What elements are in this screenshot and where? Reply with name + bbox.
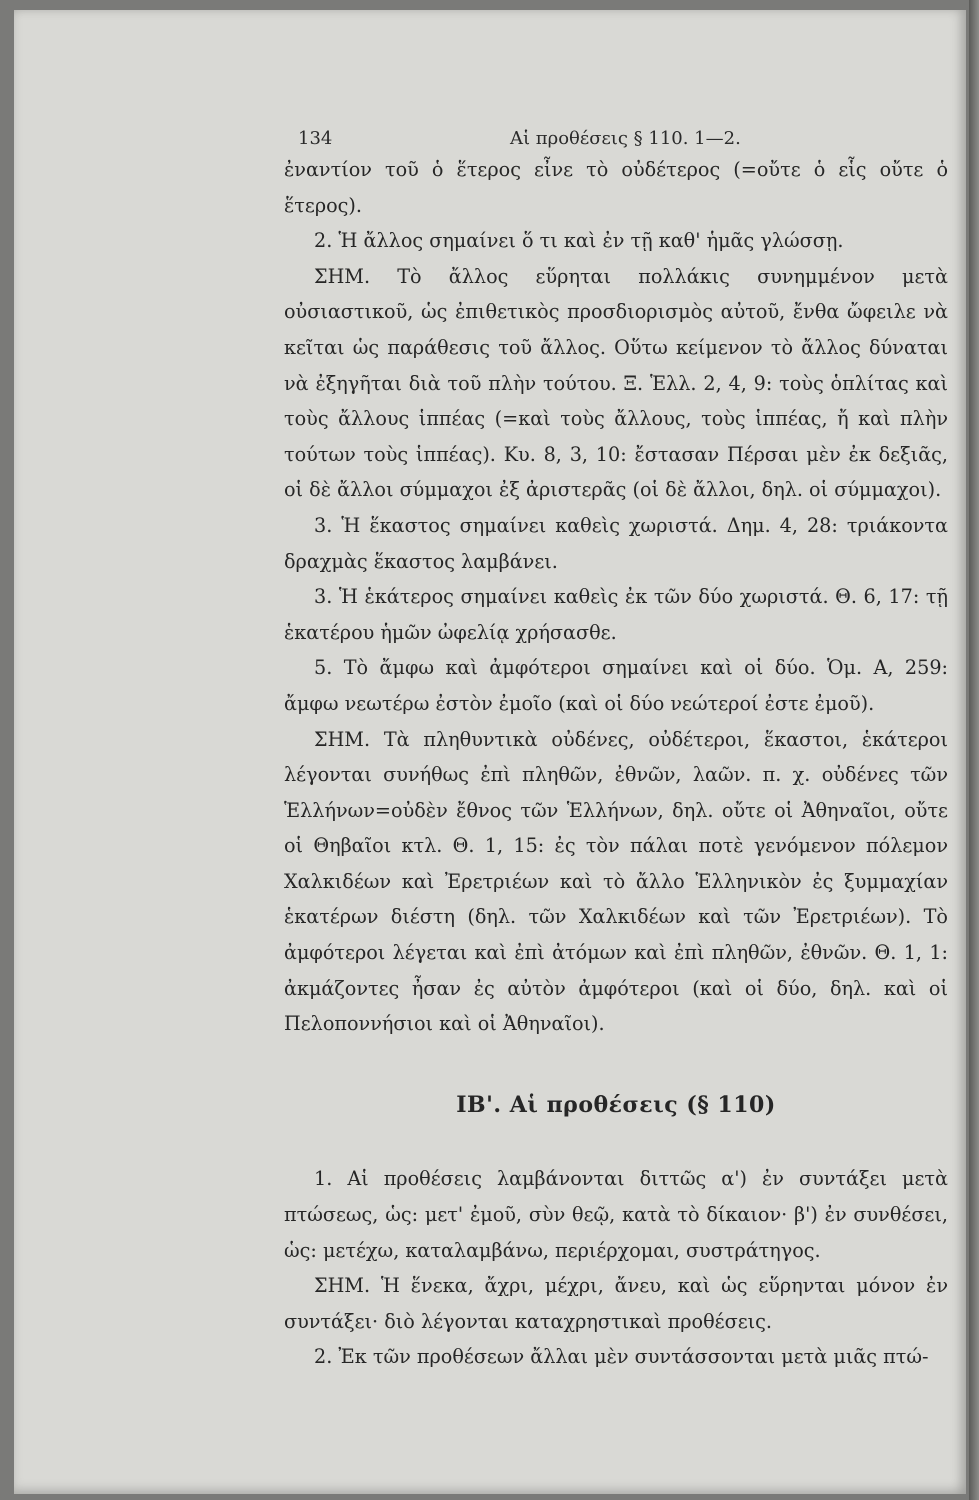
paragraph-note-improper: ΣΗΜ. Ἡ ἕνεκα, ἄχρι, μέχρι, ἄνευ, καὶ ὡς εὕρηνται μόνον ἐν συντάξει· διὸ λέγονται καταχρηστικαὶ προθέσεις.: [284, 1274, 948, 1333]
paragraph-prepositions-1: 1. Αἱ προθέσεις λαμβάνονται διττῶς α') ἐν συντάξει μετὰ πτώσεως, ὡς: μετ' ἐμοῦ, σὺν θεῷ, κατὰ τὸ δίκαιον· β') ἐν συνθέσει, ὡς: μετέχω, καταλαμβάνω, περιέρχομαι, συστράτηγος.: [284, 1167, 948, 1262]
paragraph-ekateros: 3. Ἡ ἑκάτερος σημαίνει καθεὶς ἐκ τῶν δύο χωριστά. Θ. 6, 17: τῇ ἑκατέρου ἡμῶν ὠφελίᾳ χρήσασθε.: [284, 585, 948, 644]
running-header: [298, 128, 962, 152]
running-title: Αἱ προθέσεις § 110. 1—2.: [510, 128, 741, 149]
page-number: 134: [298, 128, 333, 149]
page-body: [284, 152, 948, 1375]
paragraph-continuation: ἐναντίον τοῦ ὁ ἕτερος εἶνε τὸ οὐδέτερος (=οὔτε ὁ εἷς οὔτε ὁ ἕτερος).: [284, 158, 948, 217]
paragraph-prepositions-2: 2. Ἐκ τῶν προθέσεων ἄλλαι μὲν συντάσσονται μετὰ μιᾶς πτώ-: [314, 1345, 929, 1369]
paragraph-ekastos: 3. Ἡ ἕκαστος σημαίνει καθεὶς χωριστά. Δημ. 4, 28: τριάκοντα δραχμὰς ἕκαστος λαμβάνει.: [284, 513, 948, 573]
page-edge: [969, 0, 979, 1500]
paragraph-ampho: 5. Τὸ ἄμφω καὶ ἀμφότεροι σημαίνει καὶ οἱ δύο. Ὁμ. Α, 259: ἄμφω νεωτέρω ἐστὸν ἐμοῖο (καὶ οἱ δύο νεώτεροί ἐστε ἐμοῦ).: [284, 656, 948, 715]
paragraph-allos: 2. Ἡ ἄλλος σημαίνει ὅ τι καὶ ἐν τῇ καθ' ἡμᾶς γλώσσῃ.: [314, 229, 844, 253]
paragraph-note-allos: ΣΗΜ. Τὸ ἄλλος εὕρηται πολλάκις συνημμένον μετὰ οὐσιαστικοῦ, ὡς ἐπιθετικὸς προσδιορισμὸς αὐτοῦ, ἔνθα ὤφειλε νὰ κεῖται ὡς παράθεσις τοῦ ἄλλος. Οὕτω κείμενον τὸ ἄλλος δύναται νὰ ἐξηγῆται διὰ τοῦ πλὴν τούτου. Ξ. Ἑλλ. 2, 4, 9: τοὺς ὁπλίτας καὶ τοὺς ἄλλους ἱππέας (=καὶ τοὺς ἄλλους, τοὺς ἱππέας, ἤ καὶ πλὴν τούτων τοὺς ἱππέας). Κυ. 8, 3, 10: ἔστασαν Πέρσαι μὲν ἐκ δεξιᾶς, οἱ δὲ ἄλλοι σύμμαχοι ἐξ ἀριστερᾶς (οἱ δὲ ἄλλοι, δηλ. οἱ σύμμαχοι).: [284, 264, 948, 502]
paragraph-note-plural: ΣΗΜ. Τὰ πληθυντικὰ οὐδένες, οὐδέτεροι, ἕκαστοι, ἑκάτεροι λέγονται συνήθως ἐπὶ πληθῶν, ἐθνῶν, λαῶν. π. χ. οὐδένες τῶν Ἑλλήνων=οὐδὲν ἔθνος τῶν Ἑλλήνων, δηλ. οὔτε οἱ Ἀθηναῖοι, οὔτε οἱ Θηβαῖοι κτλ. Θ. 1, 15: ἐς τὸν πάλαι ποτὲ γενόμενον πόλεμον Χαλκιδέων καὶ Ἐρετριέων καὶ τὸ ἄλλο Ἑλληνικὸν ἐς ξυμμαχίαν ἑκατέρων διέστη (δηλ. τῶν Χαλκιδέων καὶ τῶν Ἐρετριέων). Τὸ ἀμφότεροι λέγεται καὶ ἐπὶ ἀτόμων καὶ ἐπὶ πληθῶν, ἐθνῶν. Θ. 1, 1: ἀκμάζοντες ἦσαν ἐς αὐτὸν ἀμφότεροι (καὶ οἱ δύο, δηλ. καὶ οἱ Πελοποννήσιοι καὶ οἱ Ἀθηναῖοι).: [284, 727, 948, 1036]
section-heading: ΙΒ'. Αἱ προθέσεις (§ 110): [456, 1091, 776, 1118]
